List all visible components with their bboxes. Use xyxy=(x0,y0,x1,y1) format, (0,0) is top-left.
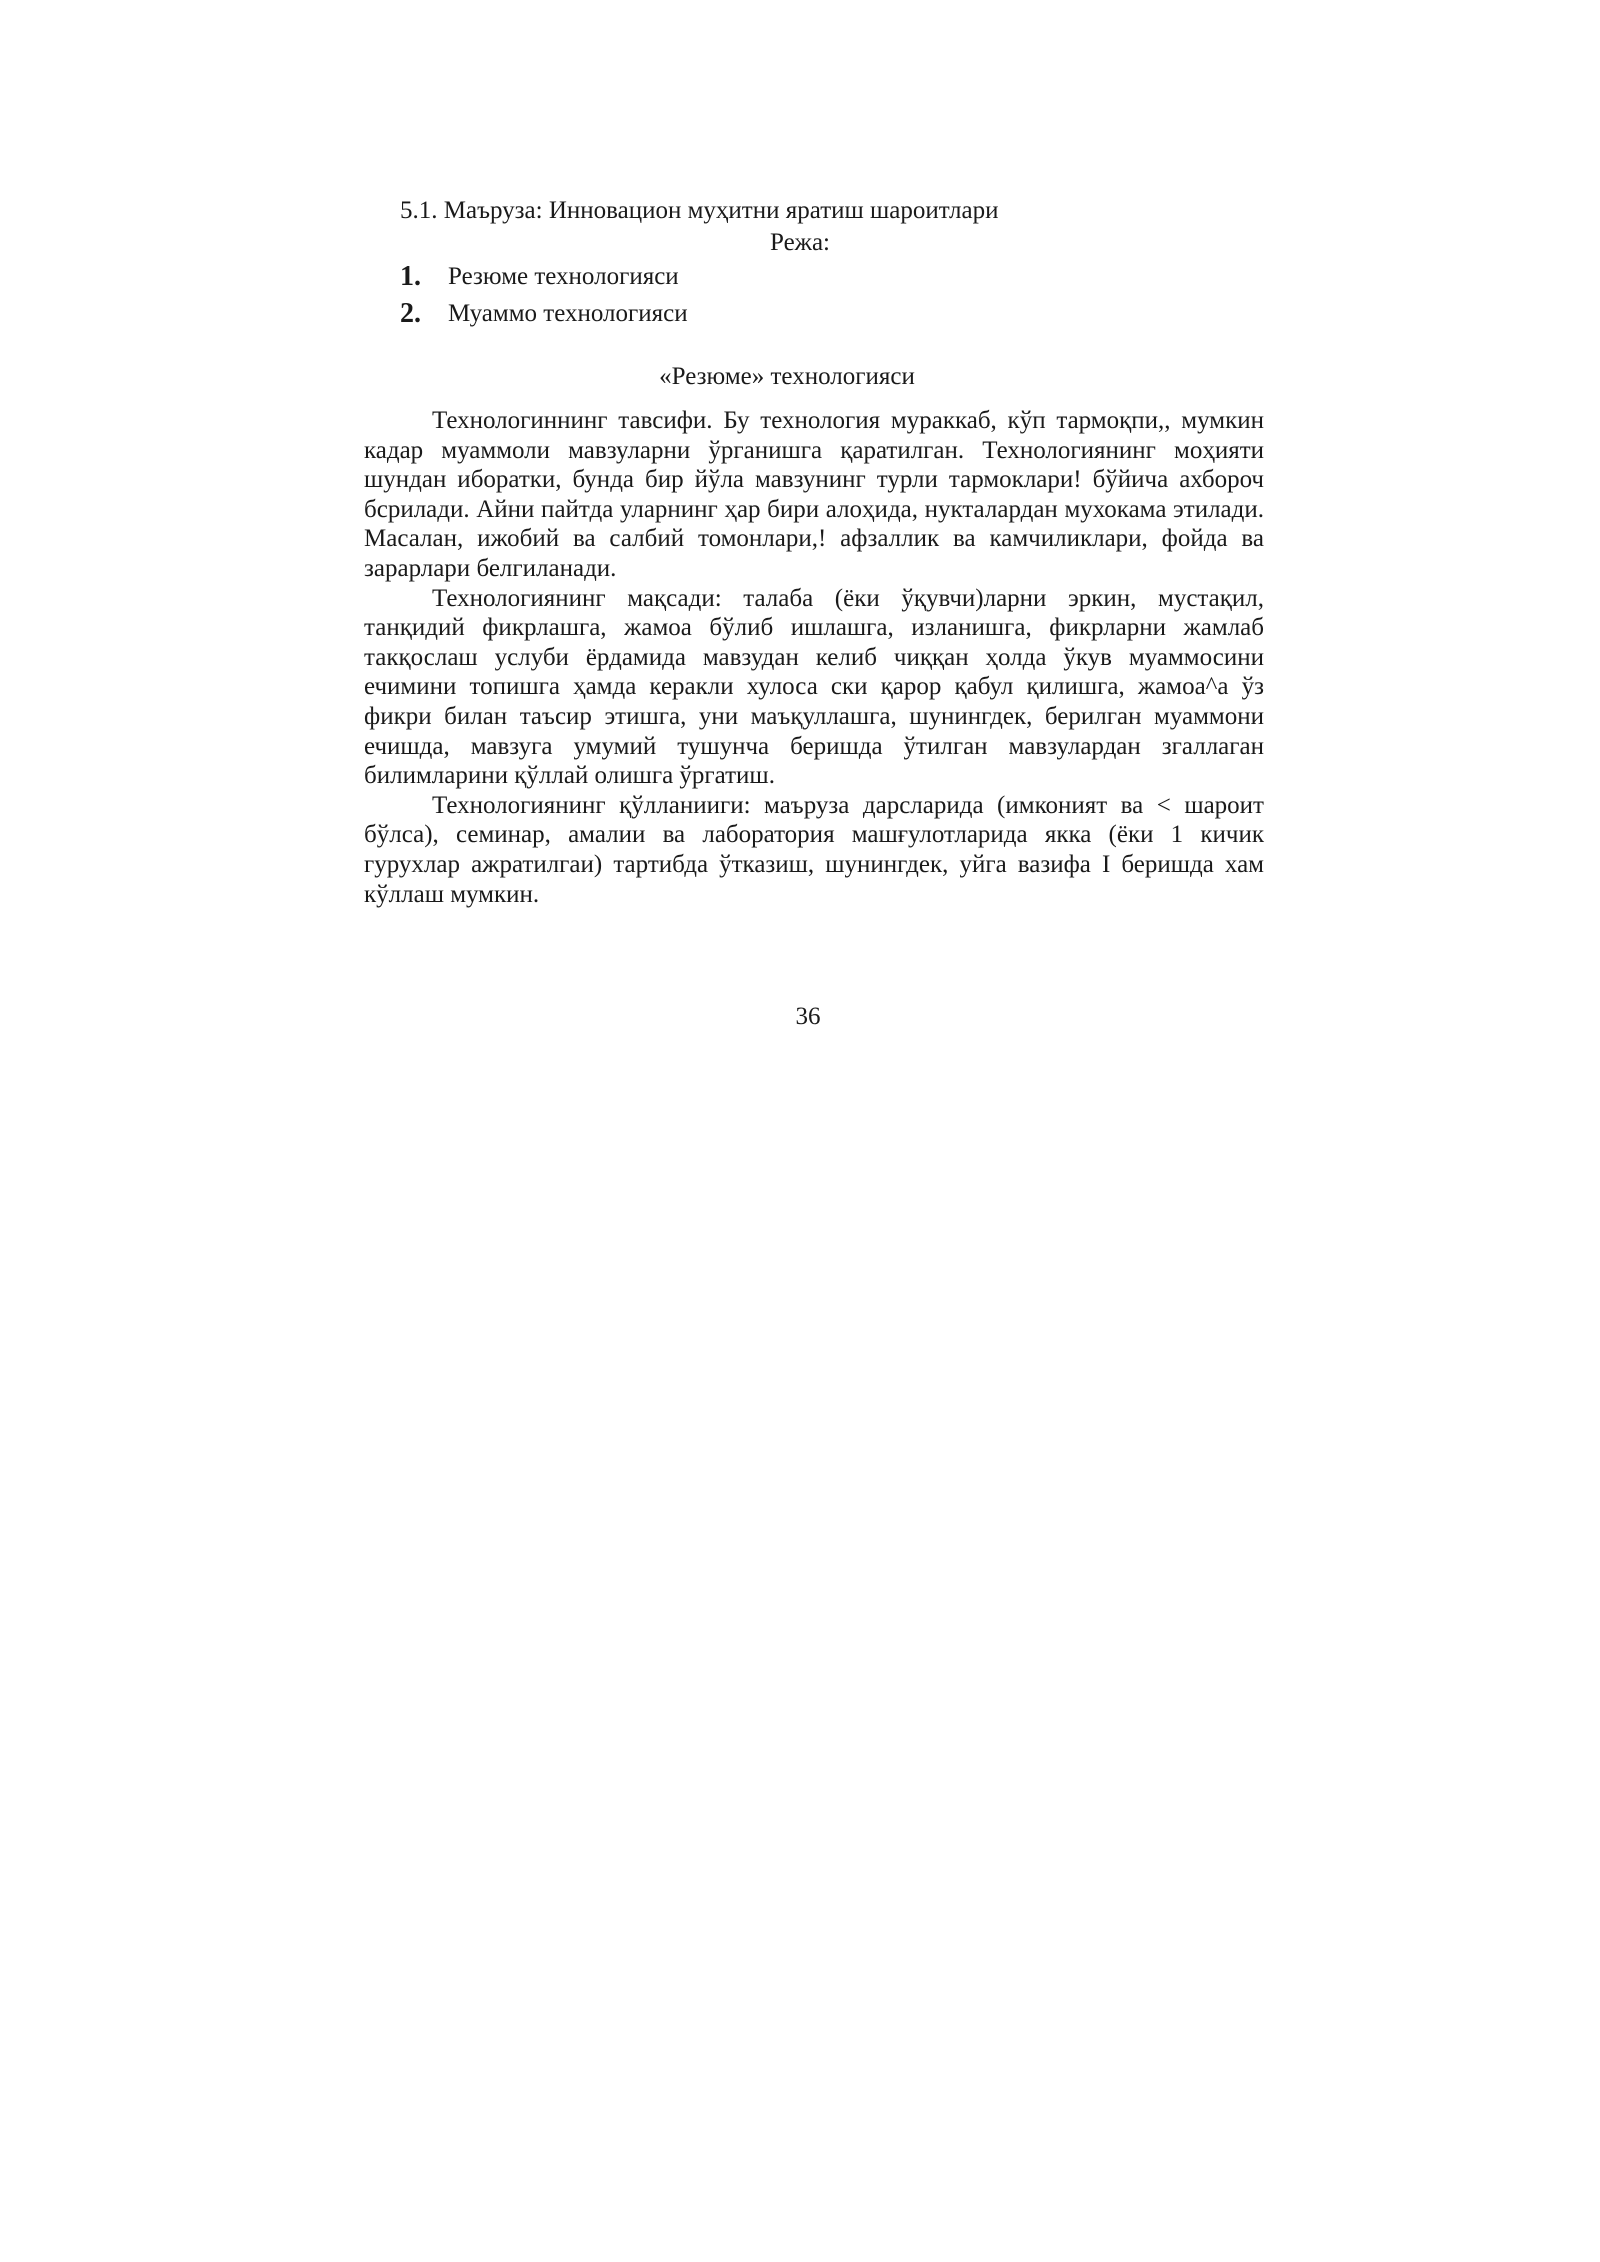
list-item xyxy=(400,295,688,332)
plan-label: Режа: xyxy=(770,229,830,256)
list-item-text: Муаммо технологияси xyxy=(448,299,688,327)
list-item-number: 1. xyxy=(400,260,421,292)
body-text xyxy=(364,406,1264,909)
paragraph-description: Технологиннинг тавсифи. Бу технология мураккаб, кўп тармоқпи,, мумкин кадар муаммоли мавзуларни ўрганишга қаратилган. Технологиянинг моҳияти шундан иборатки, бунда бир йўла мавзунинг турли тармоклари! бўйича ахбороч бсрилади. Айни пайтда уларнинг ҳар бири алоҳида, нукталардан мухокама этилади. Масалан, ижобий ва салбий томонлари,! афзаллик ва камчиликлари, фойда ва зарарлари белгиланади. xyxy=(364,407,1264,582)
paragraph-goal: Технологиянинг мақсади: талаба (ёки ўқувчи)ларни эркин, мустақил, танқидий фикрлашга, жамоа бўлиб ишлашга, изланишга, фикрларни жамлаб такқослаш услуби ёрдамида мавзудан келиб чиққан ҳолда ўкув муаммосини ечимини топишга ҳамда керакли хулоса ски қарор қабул қилишга, жамоа^а ўз фикри билан таъсир этишга, уни маъқуллашга, шунингдек, берилган муаммони ечишда, мавзуга умумий тушунча беришда ўтилган мавзулардан згаллаган билимларини қўллай олишга ўргатиш. xyxy=(364,584,1264,790)
list-item xyxy=(400,258,688,295)
section-title: «Резюме» технологияси xyxy=(659,363,915,390)
page-number: 36 xyxy=(795,1003,821,1030)
plan-list xyxy=(400,258,688,332)
list-item-text: Резюме технологияси xyxy=(448,262,679,290)
list-item-number: 2. xyxy=(400,297,421,329)
lecture-title: 5.1. Маъруза: Инновацион муҳитни яратиш шароитлари xyxy=(400,197,999,224)
paragraph-application: Технологиянинг қўлланииги: маъруза дарсларида (имконият ва < шароит бўлса), семинар, амалии ва лаборатория машғулотларида якка (ёки 1 кичик гурухлар ажратилгаи) тартибда ўтказиш, шунингдек, уйга вазифа I беришда хам кўллаш мумкин. xyxy=(364,791,1264,908)
